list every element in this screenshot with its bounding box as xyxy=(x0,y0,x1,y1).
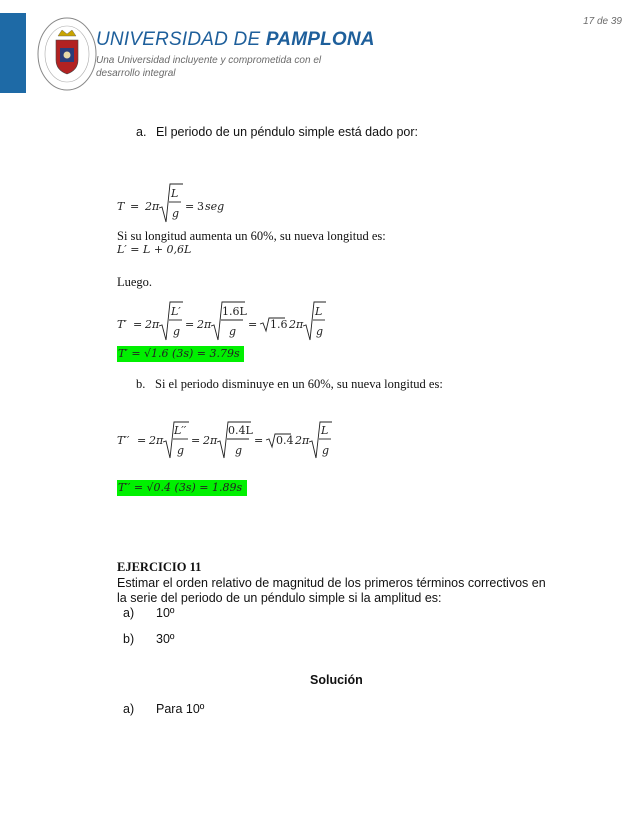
page-number: 17 de 39 xyxy=(583,16,622,27)
eq2-equals1: = xyxy=(133,318,143,331)
eq2-num2: 1.6L xyxy=(222,305,247,318)
eq2-num1: L′ xyxy=(171,305,181,318)
eqb-den1: g xyxy=(177,444,185,457)
eq1-lhs: T xyxy=(117,200,125,213)
exercise-title: EJERCICIO 11 xyxy=(117,560,202,574)
luego-text: Luego. xyxy=(117,275,153,289)
svg-text:=: = xyxy=(191,434,201,447)
university-seal-logo xyxy=(36,16,98,92)
eqb-coef3: 2π xyxy=(295,434,310,447)
eq2-den3: g xyxy=(316,325,324,338)
option-a-label: a) xyxy=(123,606,135,620)
eq1-unit: seg xyxy=(205,200,225,213)
result-b: T′′ = √0.4 (3s) = 1.89s xyxy=(118,481,243,494)
university-name-highlight: PAMPLONA xyxy=(265,29,375,50)
solution-item-label: a) xyxy=(123,702,135,716)
equation-new-period xyxy=(117,298,337,344)
equation-decreased-period xyxy=(117,418,347,464)
part-b-label: b. xyxy=(136,377,146,391)
option-a-text: 10º xyxy=(156,606,175,620)
eqb-lhs: T′′ xyxy=(117,434,130,447)
part-a-label: a. xyxy=(136,125,147,139)
option-b-text: 30º xyxy=(156,632,175,646)
solution-item-text: Para 10º xyxy=(156,702,205,716)
university-tagline: Una Universidad incluyente y comprometida con el desarrollo integral xyxy=(96,55,322,79)
exercise-statement-line1: Estimar el orden relativo de magnitud de los primeros términos correctivos en xyxy=(117,576,546,590)
svg-text:=: = xyxy=(185,318,195,331)
header-color-bar xyxy=(0,13,26,93)
eqb-coef1: 2π xyxy=(149,434,164,447)
eq2-root: 1.6 xyxy=(270,318,288,331)
exercise-statement-line2: la serie del periodo de un péndulo simple si la amplitud es: xyxy=(117,591,442,605)
svg-text:=: = xyxy=(254,434,264,447)
eqb-num3: L xyxy=(321,424,329,437)
option-b-label: b) xyxy=(123,632,135,646)
eq2-lhs: T′ xyxy=(117,318,127,331)
eq2-coef2: 2π xyxy=(197,318,212,331)
eqb-den3: g xyxy=(322,444,330,457)
result-a: T′ = √1.6 (3s) = 3.79s xyxy=(118,347,240,360)
university-name: UNIVERSIDAD DE PAMPLONA xyxy=(96,29,375,50)
increase-text: Si su longitud aumenta un 60%, su nueva longitud es: xyxy=(117,229,386,243)
solution-title: Solución xyxy=(310,673,363,687)
eq2-num3: L xyxy=(315,305,323,318)
eq2-coef1: 2π xyxy=(145,318,160,331)
eq1-equals2: = xyxy=(185,200,195,213)
eq2-den1: g xyxy=(173,325,181,338)
eq1-den: g xyxy=(172,207,180,220)
eq1-value: 3 xyxy=(197,200,204,213)
eqb-num2: 0.4L xyxy=(228,424,253,437)
eq1-num: L xyxy=(171,187,179,200)
eq2-coef3: 2π xyxy=(289,318,304,331)
eqb-coef2: 2π xyxy=(203,434,218,447)
eq2-den2: g xyxy=(229,325,237,338)
new-length-equation: L′ = L + 0,6L xyxy=(117,243,192,256)
equation-period xyxy=(117,180,237,224)
eqb-num1: L′′ xyxy=(174,424,187,437)
eqb-root: 0.4 xyxy=(276,434,294,447)
part-b-intro: Si el periodo disminuye en un 60%, su nueva longitud es: xyxy=(155,377,443,391)
eqb-den2: g xyxy=(235,444,243,457)
eq1-coef: 2π xyxy=(145,200,160,213)
eqb-equals1: = xyxy=(137,434,147,447)
svg-text:=: = xyxy=(248,318,258,331)
part-a-intro: El periodo de un péndulo simple está dado por: xyxy=(156,125,418,139)
eq1-equals: = xyxy=(130,200,140,213)
